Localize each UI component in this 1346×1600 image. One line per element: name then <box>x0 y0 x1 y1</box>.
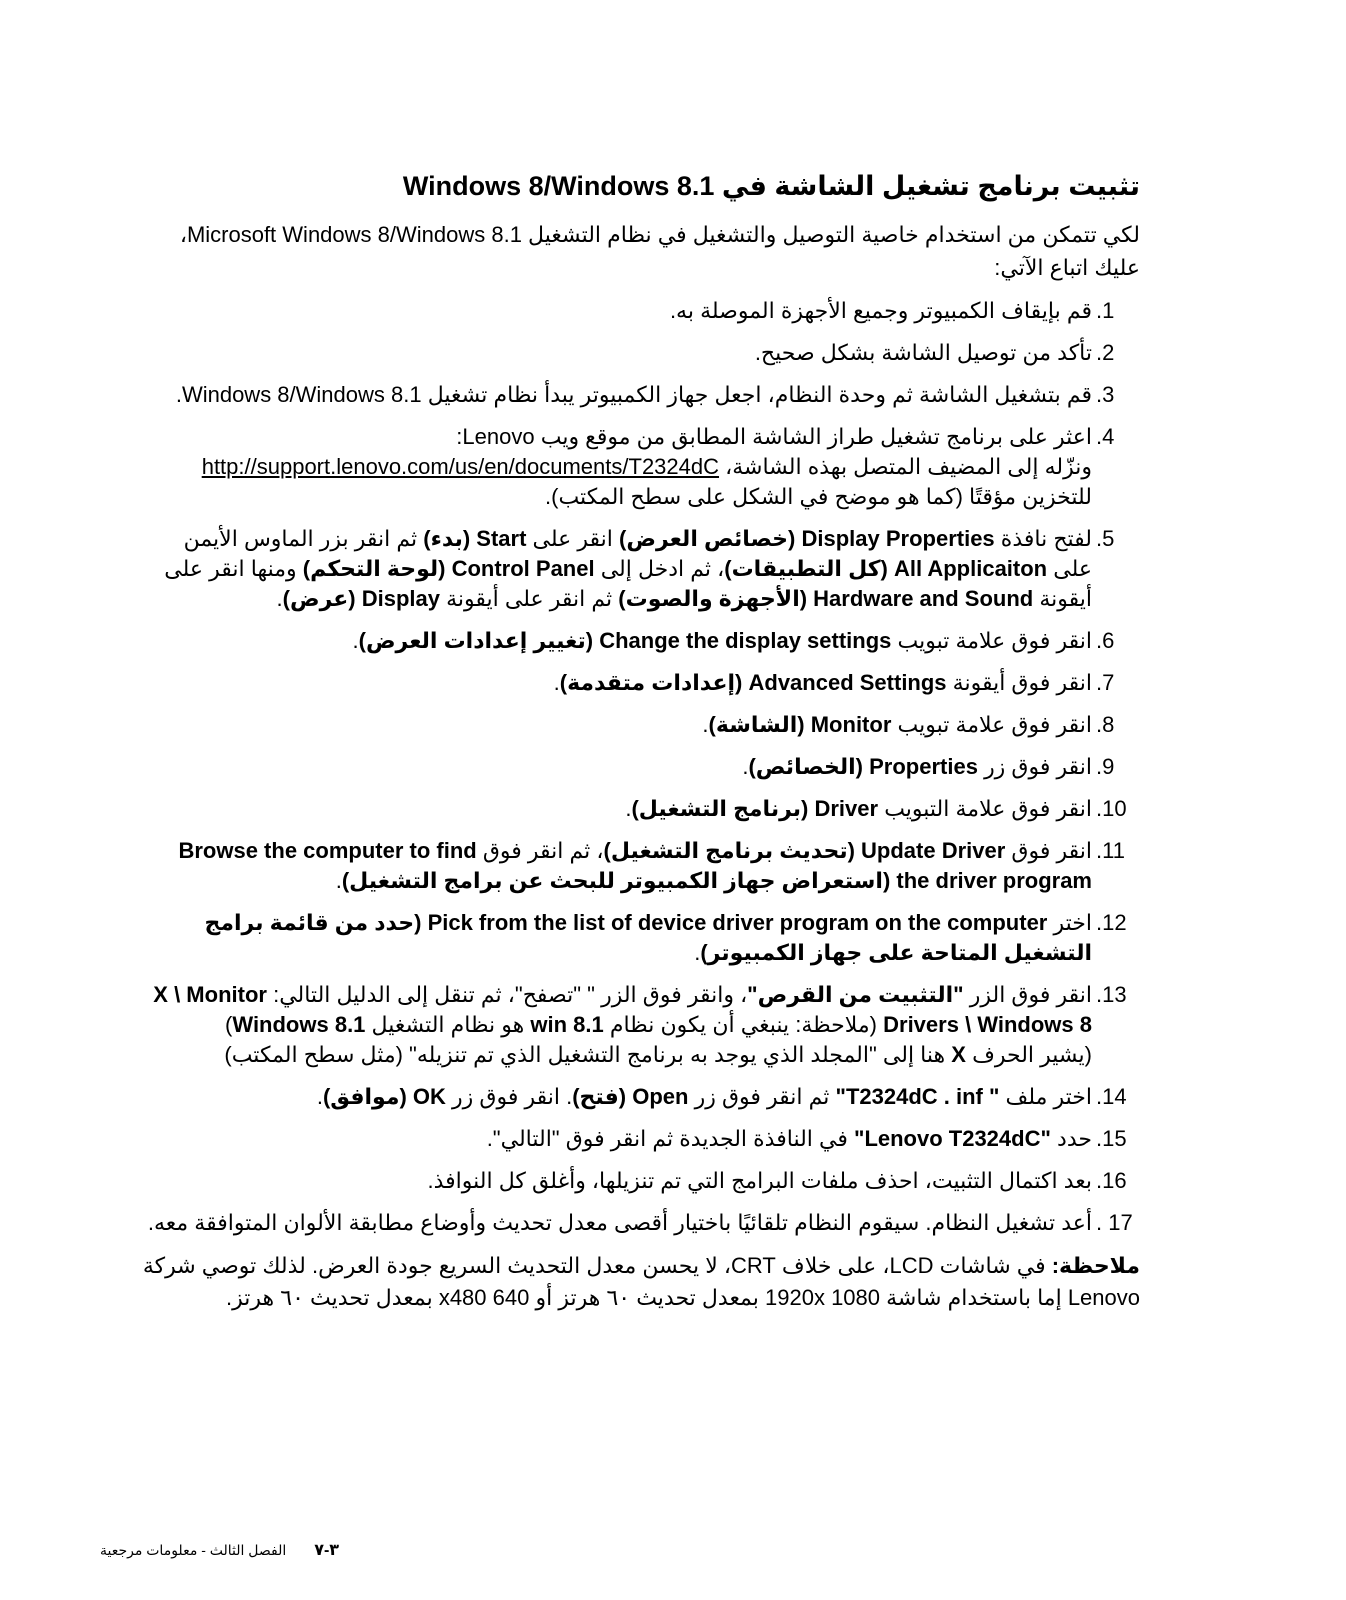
list-item: .6 انقر فوق علامة تبويب Change the display settings (تغيير إعدادات العرض). <box>352 628 1115 653</box>
page-title: تثبيت برنامج تشغيل الشاشة في Windows 8/Windows 8.1 <box>402 171 1140 201</box>
list-item: .15 حدد "Lenovo T2324dC" في النافذة الجديدة ثم انقر فوق "التالي". <box>486 1126 1127 1151</box>
list-item: .10 انقر فوق علامة التبويب Driver (برنامج التشغيل). <box>625 796 1127 821</box>
note-label: ملاحظة: <box>1051 1253 1140 1278</box>
list-item: .13 انقر فوق الزر "التثبيت من القرص"، وانقر فوق الزر " "تصفح"، ثم تنقل إلى الدليل التالي: X \ Monitor Drivers \ Windows 8 (ملاحظة: ينبغي أن يكون نظام win 8.1 هو نظام التشغيل Windows 8.1) (يشير الحرف X هنا إلى "المجلد الذي يوجد به برنامج التشغيل الذي تم تنزيله" (مثل سطح المكتب) <box>153 982 1127 1067</box>
list-item: .5 لفتح نافذة Display Properties (خصائص العرض) انقر على Start (بدء) ثم انقر بزر الماوس الأيمن على All Applicaiton (كل التطبيقات)، ثم ادخل إلى Control Panel (لوحة التحكم) ومنها انقر على أيقونة Hardware and Sound (الأجهزة والصوت) ثم انقر على أيقونة Display (عرض). <box>164 526 1115 611</box>
list-item: . 17 أعد تشغيل النظام. سيقوم النظام تلقائيًا باختيار أقصى معدل تحديث وأوضاع مطابقة الألوان المتوافقة معه. <box>147 1210 1133 1235</box>
list-item: .11 انقر فوق Update Driver (تحديث برنامج التشغيل)، ثم انقر فوق Browse the computer to find the driver program (استعراض جهاز الكمبيوتر للبحث عن برامج التشغيل). <box>178 838 1125 893</box>
chapter-label: الفصل الثالث - معلومات مرجعية <box>100 1542 287 1558</box>
list-item: .1 قم بإيقاف الكمبيوتر وجميع الأجهزة الموصلة به. <box>669 298 1115 323</box>
page-number: ٣-٧ <box>314 1542 340 1559</box>
list-item: .9 انقر فوق زر Properties (الخصائص). <box>742 754 1115 779</box>
list-item: .2 تأكد من توصيل الشاشة بشكل صحيح. <box>754 340 1115 365</box>
content <box>140 168 1140 1336</box>
list-item: .3 قم بتشغيل الشاشة ثم وحدة النظام، اجعل جهاز الكمبيوتر يبدأ نظام تشغيل Windows 8/Windows 8.1. <box>175 382 1115 407</box>
note-text: في شاشات LCD، على خلاف CRT، لا يحسن معدل التحديث السريع جودة العرض. لذلك توصي شركة Lenovo إما باستخدام شاشة 1920x 1080 بمعدل تحديث ٦٠ هرتز أو 640 x480 بمعدل تحديث ٦٠ هرتز. <box>142 1253 1140 1310</box>
intro-paragraph: لكي تتمكن من استخدام خاصية التوصيل والتشغيل في نظام التشغيل Microsoft Windows 8/Windows 8.1، عليك اتباع الآتي: <box>179 222 1140 280</box>
note-paragraph <box>140 1250 1140 1314</box>
page-footer <box>100 1540 400 1560</box>
list-item: .14 اختر ملف " T2324dC . inf" ثم انقر فوق زر Open (فتح). انقر فوق زر OK (موافق). <box>316 1084 1127 1109</box>
support-link[interactable]: http://support.lenovo.com/us/en/documents/T2324dC <box>201 454 720 479</box>
list-item: .12 اختر Pick from the list of device driver program on the computer (حدد من قائمة برامج التشغيل المتاحة على جهاز الكمبيوتر). <box>204 910 1127 965</box>
steps-list <box>140 296 1140 1238</box>
list-item: .8 انقر فوق علامة تبويب Monitor (الشاشة). <box>702 712 1115 737</box>
list-item: .7 انقر فوق أيقونة Advanced Settings (إعدادات متقدمة). <box>553 670 1115 695</box>
list-item: .16 بعد اكتمال التثبيت، احذف ملفات البرامج التي تم تنزيلها، وأغلق كل النوافذ. <box>427 1168 1127 1193</box>
list-item: .4 اعثر على برنامج تشغيل طراز الشاشة المطابق من موقع ويب Lenovo: ونزّله إلى المضيف المتصل بهذه الشاشة، http://support.lenovo.com/us/en/documents/T2324dC للتخزين مؤقتًا (كما هو موضح في الشكل على سطح المكتب). <box>201 424 1115 509</box>
